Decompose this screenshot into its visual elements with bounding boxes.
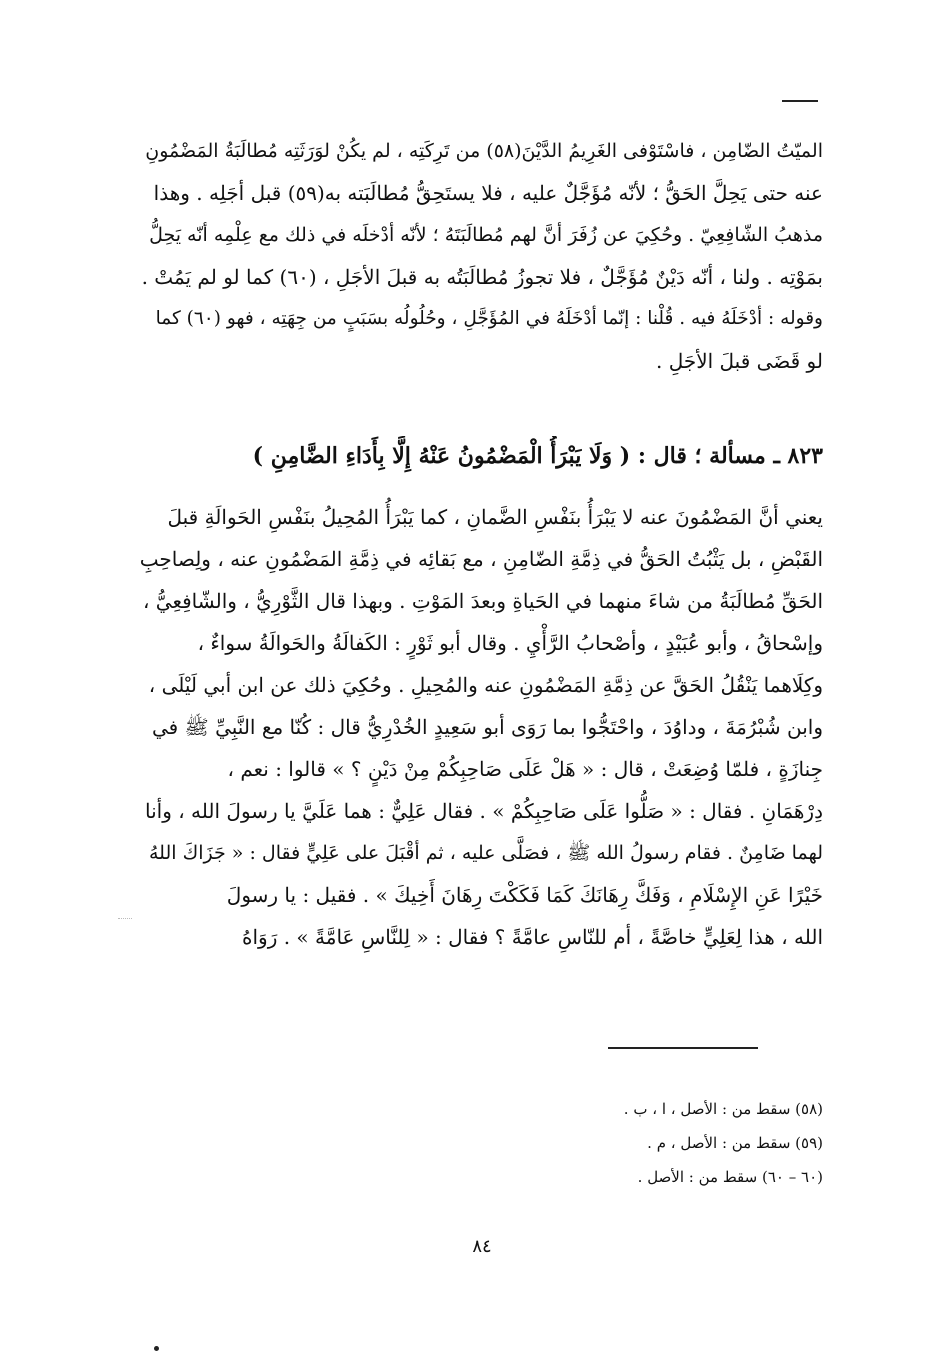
- text-line: خَيْرًا عَنِ الإِسْلَامِ ، وَفَكَّ رِهَانَكَ كَمَا فَكَكْتَ رِهَانَ أَخِيكَ » . فقيل : يا رسولَ: [226, 883, 823, 907]
- footnote: (٦٠ – ٦٠) سقط من : الأصل .: [637, 1168, 823, 1186]
- footnote: (٥٩) سقط من : الأصل ، م .: [647, 1134, 823, 1152]
- footnote: (٥٨) سقط من : الأصل ، ا ، ب .: [623, 1100, 823, 1118]
- text-line: لو قَضَى قبلَ الأجَلِ .: [655, 349, 823, 373]
- text-line: الحَقِّ مُطالَبَةُ من شاءَ منهما في الحَياةِ وبعدَ المَوْتِ . وبهذا قال الثَّوْرِيُّ ، والشّافِعِيُّ ،: [142, 589, 823, 613]
- text-line: لهما ضَامِنٌ . فقام رسولُ الله ﷺ ، فصَلَّى عليه ، ثم أقْبَلَ على عَلِيٍّ فقال : « جَزَاكَ اللهُ: [149, 842, 823, 864]
- header-dash: [782, 100, 818, 102]
- text-line: مذهبُ الشّافِعِيّ . وحُكِيَ عن زُفَرَ أنَّ لهم مُطالَبَتَهُ ؛ لأنّه أدْخلَه في ذلك مع عِلْمِه أنّه يَحِلُّ: [149, 224, 823, 246]
- page-number: ٨٤: [472, 1236, 492, 1257]
- text-line: بمَوْتِه . ولنا ، أنّه دَيْنٌ مُؤَجَّلٌ ، فلا تجوزُ مُطالَبَتُه به قبلَ الأجَلِ ، (٦٠) كما لو لم يَمُتْ .: [141, 265, 823, 289]
- section-heading: ٨٢٣ ـ مسألة ؛ قال : ( وَلَا يَبْرَأُ الْمَضْمُونُ عَنْهُ إِلَّا بِأَدَاءِ الضَّامِنِ ): [252, 443, 823, 469]
- text-line: القَبْضِ ، بل يَثْبُتُ الحَقُّ في ذِمَّةِ الضّامِنِ ، مع بَقائِه في ذِمَّةِ المَضْمُونِ عنه ، ولِصاحِبِ: [139, 547, 823, 571]
- footnotes: [423, 1092, 823, 1194]
- paragraph-1: [139, 130, 823, 382]
- text-line: عنه حتى يَحِلَّ الحَقُّ ؛ لأنّه مُؤَجَّلٌ عليه ، فلا يستَحِقُّ مُطالَبَته به(٥٩) قبل أجَلِه . وهذا: [153, 181, 823, 205]
- margin-mark: [118, 918, 132, 927]
- footnote-rule: [608, 1047, 758, 1049]
- text-line: وكِلَاهما يَنْقُلُ الحَقَّ عن ذِمَّةِ المَضْمُونِ عنه والمُحِيلِ . وحُكِيَ ذلك عن ابن أبي لَيْلَى ،: [148, 673, 823, 697]
- text-line: جِنازَةٍ ، فلمّا وُضِعَتْ ، قال : « هَلْ عَلَى صَاحِبِكُمْ مِنْ دَيْنٍ ؟ » قالوا : نعم ،: [227, 757, 823, 781]
- paragraph-2: [139, 496, 823, 958]
- text-line: دِرْهَمَانِ . فقال : « صَلُّوا عَلَى صَاحِبِكُمْ » . فقال عَلِيٌّ : هما عَلَيَّ يا رسولَ الله ، وأنا: [145, 799, 823, 823]
- scan-dot: [154, 1346, 159, 1351]
- text-line: وقوله : أدْخَلَهُ فيه . قُلْنا : إنّما أدْخَلَهُ في المُؤَجَّلِ ، وحُلُولُه بسَبَبٍ من جِهَتِه ، فهو (٦٠) كما: [155, 308, 823, 329]
- text-line: يعني أنَّ المَضْمُونَ عنه لا يَبْرَأُ بنَفْسِ الضَّمانِ ، كما يَبْرَأُ المُحِيلُ بنَفْسِ الحَوالَةِ قبلَ: [167, 505, 823, 529]
- text-line: وإسْحاقُ ، وأبو عُبَيْدٍ ، وأصْحابُ الرَّأْيِ . وقال أبو ثَوْرٍ : الكَفالَةُ والحَوالَةُ سواءٌ ،: [197, 631, 823, 655]
- text-line: الله ، هذا لِعَلِيٍّ خاصَّةً ، أم للنّاسِ عامَّةً ؟ فقال : « لِلنَّاسِ عَامَّةً » . رَوَاهُ: [242, 925, 823, 949]
- text-line: وابن شُبْرُمَةَ ، وداوُدَ ، واحْتَجُّوا بما رَوَى أبو سَعِيدٍ الخُدْرِيُّ قال : كُنّا مع النَّبِيِّ ﷺ في: [151, 715, 823, 739]
- text-line: الميّتُ الضّامِن ، فاسْتَوْفى الغَرِيمُ الدَّيْنَ(٥٨) من تَرِكَتِه ، لم يكُنْ لوَرَثَتِه مُطالَبَةُ المَضْمُونِ: [145, 140, 823, 162]
